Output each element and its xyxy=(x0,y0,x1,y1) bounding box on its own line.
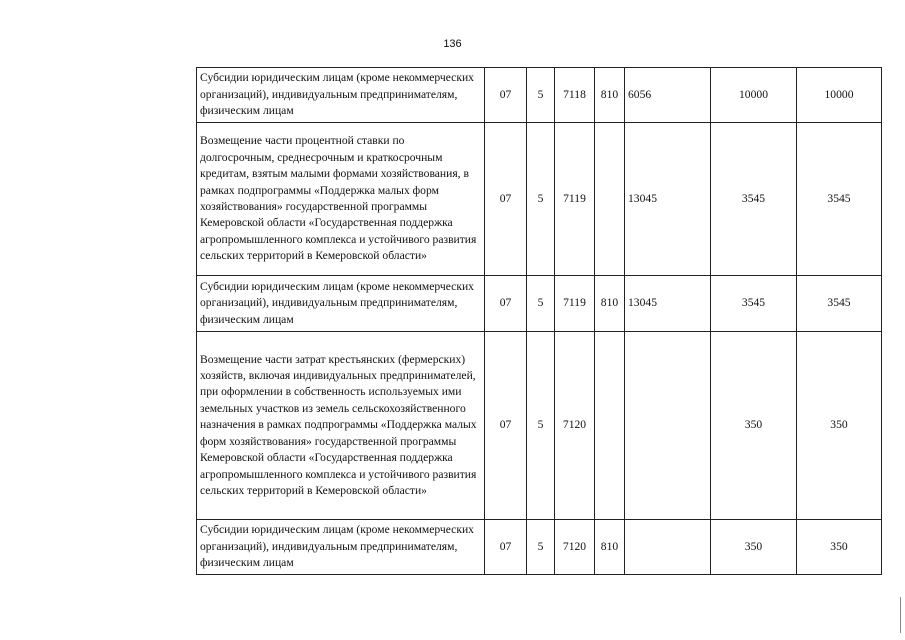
type-code: 810 xyxy=(595,276,625,332)
row-description: Возмещение части затрат крестьянских (фермерских) хозяйств, включая индивидуальных предпринимателей, при оформлении в собственность используемых ими земельных участков из земель сельскохозяйственного назначения в рамках подпрограммы «Поддержка малых форм хозяйствования» государственной программы Кемеровской области «Государственная поддержка агропромышленного комплекса и устойчивого развития сельских территорий в Кемеровской области» xyxy=(197,332,485,520)
page-number: 136 xyxy=(443,38,462,50)
section-code: 07 xyxy=(485,520,527,575)
section-code: 07 xyxy=(485,68,527,123)
row-description: Субсидии юридическим лицам (кроме некоммерческих организаций), индивидуальным предпринимателям, физическим лицам xyxy=(197,68,485,123)
target-code: 7120 xyxy=(555,332,595,520)
amount-year2: 10000 xyxy=(711,68,797,123)
type-code: 810 xyxy=(595,520,625,575)
amount-year3: 350 xyxy=(797,332,882,520)
row-description: Возмещение части процентной ставки по долгосрочным, среднесрочным и краткосрочным кредитам, взятым малыми формами хозяйствования, в рамках подпрограммы «Поддержка малых форм хозяйствования» государственной программы Кемеровской области «Государственная поддержка агропромышленного комплекса и устойчивого развития сельских территорий в Кемеровской области» xyxy=(197,123,485,276)
amount-year3: 10000 xyxy=(797,68,882,123)
subsection-code: 5 xyxy=(527,68,555,123)
table-row xyxy=(197,520,882,575)
amount-year1: 6056 xyxy=(625,68,711,123)
scan-edge-line xyxy=(900,597,901,633)
amount-year1: 13045 xyxy=(625,123,711,276)
amount-year1 xyxy=(625,332,711,520)
subsection-code: 5 xyxy=(527,276,555,332)
target-code: 7118 xyxy=(555,68,595,123)
type-code xyxy=(595,123,625,276)
amount-year3: 3545 xyxy=(797,123,882,276)
subsection-code: 5 xyxy=(527,332,555,520)
section-code: 07 xyxy=(485,276,527,332)
section-code: 07 xyxy=(485,332,527,520)
amount-year1: 13045 xyxy=(625,276,711,332)
section-code: 07 xyxy=(485,123,527,276)
amount-year2: 350 xyxy=(711,332,797,520)
amount-year2: 3545 xyxy=(711,123,797,276)
table-row xyxy=(197,332,882,520)
budget-table xyxy=(196,67,882,575)
target-code: 7119 xyxy=(555,276,595,332)
amount-year2: 3545 xyxy=(711,276,797,332)
type-code: 810 xyxy=(595,68,625,123)
table-row xyxy=(197,123,882,276)
subsection-code: 5 xyxy=(527,520,555,575)
target-code: 7120 xyxy=(555,520,595,575)
table-row xyxy=(197,276,882,332)
amount-year3: 3545 xyxy=(797,276,882,332)
amount-year3: 350 xyxy=(797,520,882,575)
row-description: Субсидии юридическим лицам (кроме некоммерческих организаций), индивидуальным предпринимателям, физическим лицам xyxy=(197,276,485,332)
amount-year1 xyxy=(625,520,711,575)
target-code: 7119 xyxy=(555,123,595,276)
row-description: Субсидии юридическим лицам (кроме некоммерческих организаций), индивидуальным предпринимателям, физическим лицам xyxy=(197,520,485,575)
subsection-code: 5 xyxy=(527,123,555,276)
amount-year2: 350 xyxy=(711,520,797,575)
table-row xyxy=(197,68,882,123)
type-code xyxy=(595,332,625,520)
